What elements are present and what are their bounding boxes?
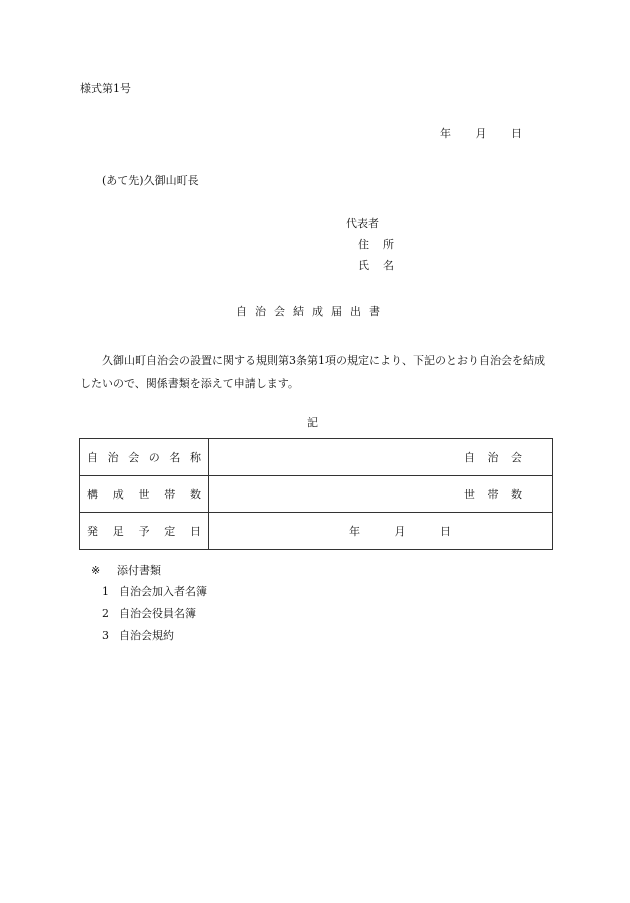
table-row-association-name (80, 439, 553, 476)
date-day-label: 日 (511, 127, 522, 140)
date-month-label: 月 (475, 127, 487, 140)
list-item: 1 自治会加入者名簿 (102, 585, 207, 598)
attachments-heading-label: 添付書類 (117, 564, 161, 577)
list-item: 3 自治会規約 (102, 629, 174, 642)
table-row-start-date (80, 513, 553, 550)
value-cell-households[interactable]: 世 帯 数 (209, 476, 553, 513)
form-number: 様式第1号 (80, 82, 131, 95)
date-year-label: 年 (440, 127, 451, 140)
label-cell-start-date: 発 足 予 定 日 (80, 513, 209, 550)
document-title: 自治会結成届出書 (236, 305, 388, 318)
value-cell-association-name[interactable]: 自 治 会 (209, 439, 553, 476)
list-item: 2 自治会役員名簿 (102, 607, 196, 620)
ki-heading: 記 (307, 416, 318, 429)
attachments-list (102, 586, 207, 652)
submission-date-line (440, 128, 522, 139)
body-text: 久御山町自治会の設置に関する規則第3条第1項の規定により、下記のとおり自治会を結成したいので、関係書類を添えて申請します。 (80, 354, 545, 390)
label-cell-association-name: 自 治 会 の 名 称 (80, 439, 209, 476)
table-row-households (80, 476, 553, 513)
representative-title: 代表者 (346, 217, 379, 230)
addressee: (あて先)久御山町長 (102, 174, 199, 187)
value-cell-start-date[interactable]: 年 月 日 (209, 513, 553, 550)
reference-mark-icon: ※ (91, 564, 101, 577)
attachments-heading (91, 565, 161, 576)
representative-name-label: 氏 名 (358, 259, 394, 272)
label-cell-households: 構 成 世 帯 数 (80, 476, 209, 513)
representative-block (346, 218, 394, 271)
application-table (79, 438, 553, 550)
representative-address-label: 住 所 (358, 238, 394, 251)
